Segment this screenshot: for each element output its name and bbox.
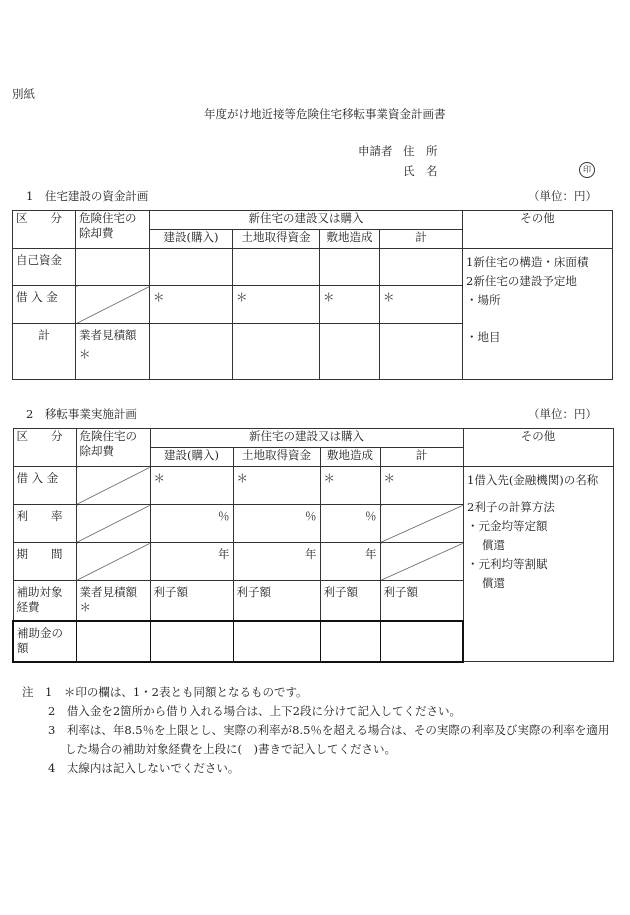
name-label: 氏 名 xyxy=(403,164,438,178)
s1-kariire-shikichi: ＊ xyxy=(320,286,380,324)
s1-kariire-tochi: ＊ xyxy=(233,286,320,324)
notes xyxy=(22,683,609,778)
s2-riritsu-shikichi: ％ xyxy=(320,505,380,543)
s2-kariire-tochi: ＊ xyxy=(233,467,320,505)
s1-header-tochi: 土地取得資金 xyxy=(233,230,320,249)
s1-row-jiko-label: 自己資金 xyxy=(13,249,76,286)
s2-hojo-kin-cell xyxy=(233,621,320,662)
s1-header-newhouse: 新住宅の建設又は購入 xyxy=(150,211,463,230)
s2-header-kensetsu: 建設(購入) xyxy=(150,448,233,467)
s1-cell xyxy=(380,324,463,380)
s2-header-tochi: 土地取得資金 xyxy=(233,448,320,467)
s2-hojo-kin-cell xyxy=(380,621,463,662)
section2-table xyxy=(12,428,614,663)
s2-diagonal-cell xyxy=(380,543,463,581)
s1-row-kariire-label: 借 入 金 xyxy=(13,286,76,324)
s2-header-jokyaku: 危険住宅の 除却費 xyxy=(76,429,150,467)
s1-cell xyxy=(76,249,150,286)
s2-diagonal-cell xyxy=(380,505,463,543)
section2-heading: 2 移転事業実施計画 xyxy=(26,407,137,421)
section2-unit: （単位：円） xyxy=(528,407,597,421)
s2-kikan-tochi: 年 xyxy=(233,543,320,581)
s2-diagonal-cell xyxy=(76,543,150,581)
s1-cell xyxy=(233,249,320,286)
s2-riritsu-tochi: ％ xyxy=(233,505,320,543)
s2-kikan-shikichi: 年 xyxy=(320,543,380,581)
attachment-label: 別紙 xyxy=(12,87,35,101)
s1-header-shikichi: 敷地造成 xyxy=(320,230,380,249)
s1-kariire-kensetsu: ＊ xyxy=(150,286,233,324)
note-1: 注 1 ＊印の欄は、1・2表とも同額となるものです。 xyxy=(22,685,308,699)
section1-unit: （単位：円） xyxy=(528,189,597,203)
s2-hojo-taisho-shikichi: 利子額 xyxy=(320,581,380,621)
s2-hojo-taisho-kei: 利子額 xyxy=(380,581,463,621)
s1-header-kubun: 区 分 xyxy=(13,211,76,249)
s2-hojo-kin-cell xyxy=(76,621,150,662)
s2-hojo-kin-cell xyxy=(150,621,233,662)
note-4: 4 太線内は記入しないでください。 xyxy=(48,761,240,775)
s1-kariire-kei: ＊ xyxy=(380,286,463,324)
s2-diagonal-cell xyxy=(76,467,150,505)
s2-kikan-kensetsu: 年 xyxy=(150,543,233,581)
s1-total-jokyaku: 業者見積額 ＊ xyxy=(76,324,150,380)
s2-header-newhouse: 新住宅の建設又は購入 xyxy=(150,429,463,448)
section1-table xyxy=(12,210,613,380)
s2-row-riritsu-label: 利 率 xyxy=(13,505,76,543)
s2-header-shikichi: 敷地造成 xyxy=(320,448,380,467)
s1-header-jokyaku: 危険住宅の 除却費 xyxy=(76,211,150,249)
address-label: 住 所 xyxy=(403,144,438,158)
s2-header-kubun: 区 分 xyxy=(13,429,76,467)
s2-riritsu-kensetsu: ％ xyxy=(150,505,233,543)
s2-other-notes: 1借入先(金融機関)の名称 2利子の計算方法 ・元金均等定額 償還 ・元利均等割賦 償還 xyxy=(463,467,613,662)
s2-hojo-taisho-tochi: 利子額 xyxy=(233,581,320,621)
s1-diagonal-cell xyxy=(76,286,150,324)
s2-row-hojo-kin-label: 補助金の 額 xyxy=(13,621,76,662)
s2-kariire-kei: ＊ xyxy=(380,467,463,505)
s2-kariire-kensetsu: ＊ xyxy=(150,467,233,505)
s2-row-kikan-label: 期 間 xyxy=(13,543,76,581)
s1-cell xyxy=(150,249,233,286)
s1-cell xyxy=(380,249,463,286)
s1-other-notes: 1新住宅の構造・床面積 2新住宅の建設予定地 ・場所 ・地目 xyxy=(463,249,613,380)
s2-header-other: その他 xyxy=(463,429,613,467)
section1-heading: 1 住宅建設の資金計画 xyxy=(26,189,149,203)
s1-cell xyxy=(150,324,233,380)
s1-header-kei: 計 xyxy=(380,230,463,249)
note-3: 3 利率は、年8.5％を上限とし、実際の利率が8.5％を超える場合は、その実際の利率及び実際の利率を適用 xyxy=(48,723,610,737)
s1-header-other: その他 xyxy=(463,211,613,249)
s2-diagonal-cell xyxy=(76,505,150,543)
note-3-cont: した場合の補助対象経費を上段に( )書きで記入してください。 xyxy=(65,742,396,756)
applicant-label: 申請者 xyxy=(358,144,393,158)
s1-row-total-label: 計 xyxy=(13,324,76,380)
s1-cell xyxy=(320,324,380,380)
seal-mark: 印 xyxy=(579,162,595,178)
s2-hojo-taisho-kensetsu: 利子額 xyxy=(150,581,233,621)
s1-header-kensetsu: 建設(購入) xyxy=(150,230,233,249)
s1-cell xyxy=(233,324,320,380)
s2-header-kei: 計 xyxy=(380,448,463,467)
s2-hojo-kin-cell xyxy=(320,621,380,662)
note-2: 2 借入金を2箇所から借り入れる場合は、上下2段に分けて記入してください。 xyxy=(48,704,461,718)
s1-cell xyxy=(320,249,380,286)
s2-row-hojo-taisho-label: 補助対象 経費 xyxy=(13,581,76,621)
s2-hojo-taisho-jokyaku: 業者見積額 ＊ xyxy=(76,581,150,621)
s2-kariire-shikichi: ＊ xyxy=(320,467,380,505)
s2-row-kariire-label: 借 入 金 xyxy=(13,467,76,505)
document-title: 年度がけ地近接等危険住宅移転事業資金計画書 xyxy=(204,107,446,121)
